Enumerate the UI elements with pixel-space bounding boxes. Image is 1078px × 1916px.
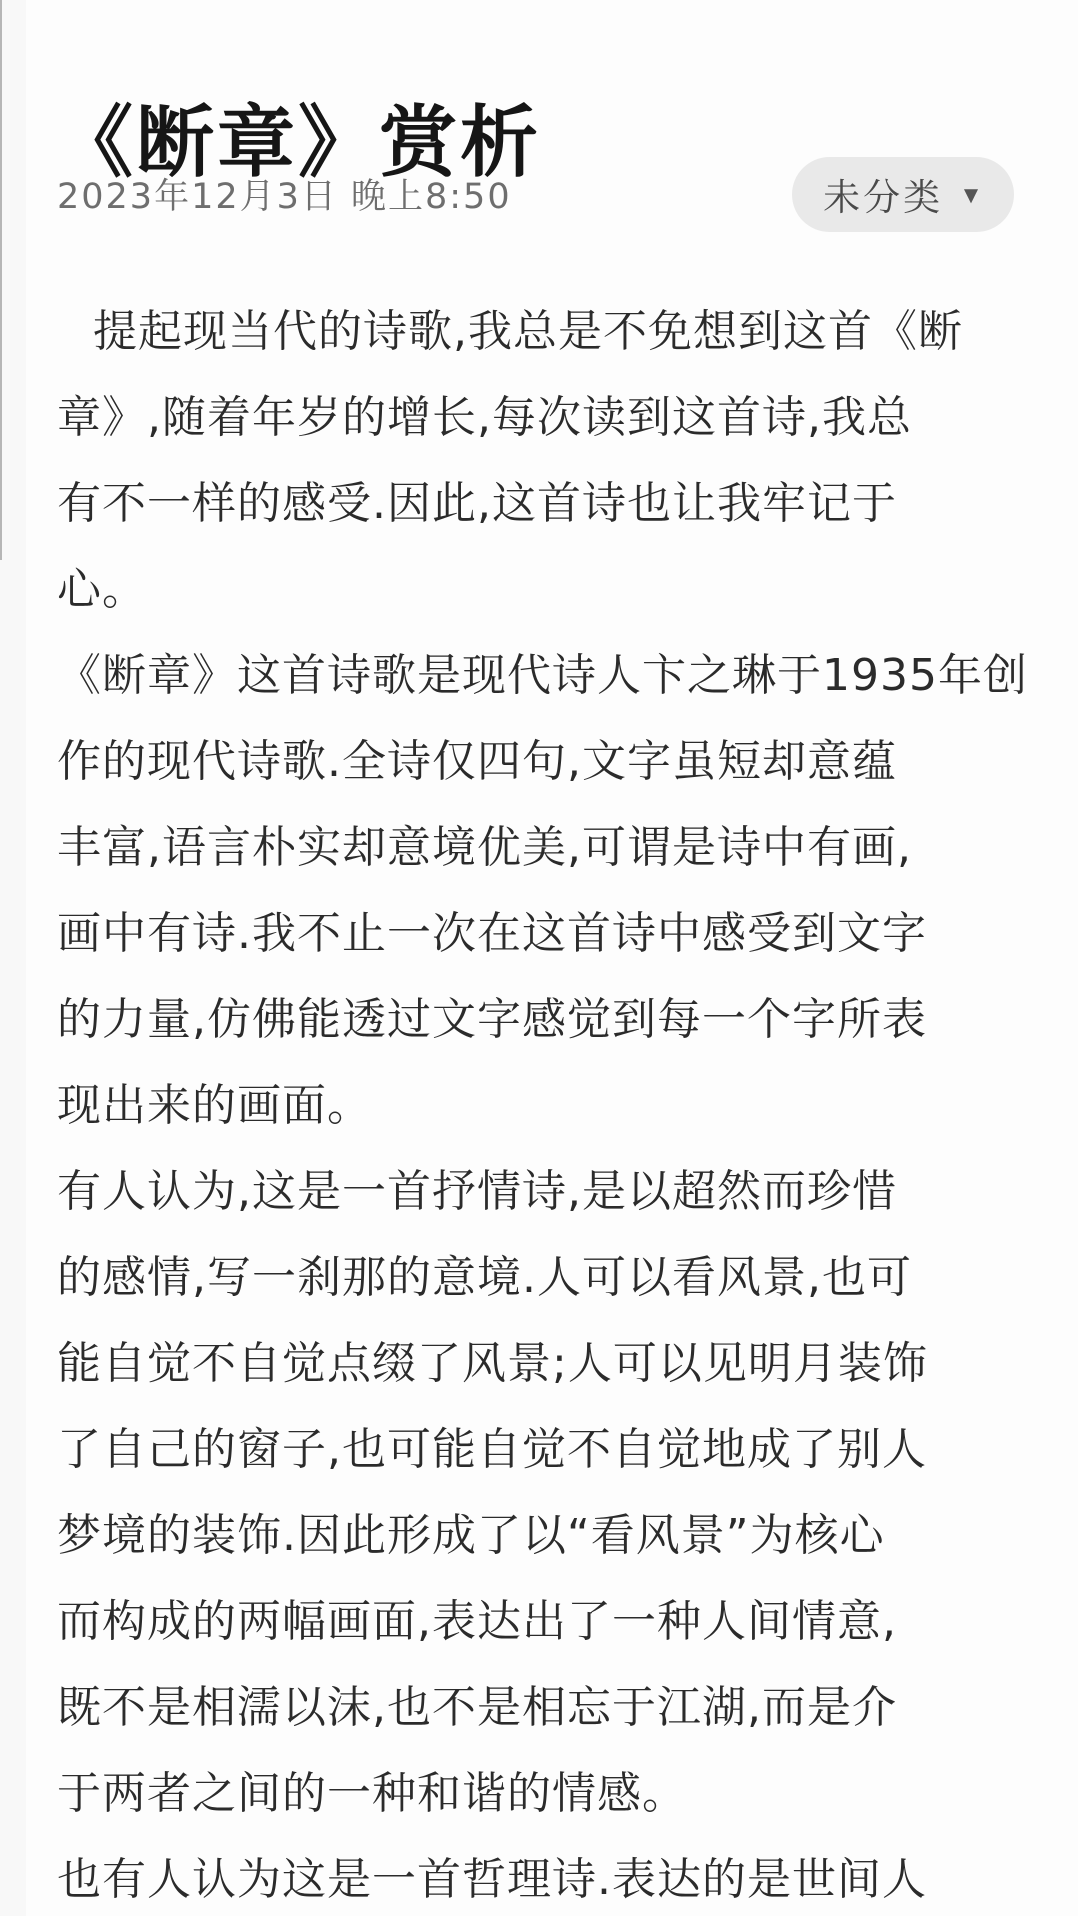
text-line: 也有人认为这是一首哲理诗.表达的是世间人 [57,1854,927,1905]
text-line: 了自己的窗子,也可能自觉不自觉地成了别人 [57,1424,927,1475]
text-line: 有人认为,这是一首抒情诗,是以超然而珍惜 [57,1166,897,1217]
text-line: 章》,随着年岁的增长,每次读到这首诗,我总 [57,392,912,443]
meta-row [57,156,1014,232]
paragraph [57,1149,1037,1837]
text-line: 作的现代诗歌.全诗仅四句,文字虽短却意蕴 [57,736,897,787]
left-edge-artifact [0,0,26,1916]
note-date: 2023年12月3日 晚上8:50 [57,177,512,217]
page-title: 《断章》赏析 [55,98,542,189]
text-line: 而构成的两幅画面,表达出了一种人间情意, [57,1596,897,1647]
text-line: 画中有诗.我不止一次在这首诗中感受到文字 [57,908,927,959]
paragraph [57,289,1037,633]
text-line: 的感情,写一刹那的意境.人可以看风景,也可 [57,1252,912,1303]
text-line: 《断章》这首诗歌是现代诗人卞之琳于1935年创 [57,650,1028,701]
paragraph [57,1837,1037,1916]
text-line: 的力量,仿佛能透过文字感觉到每一个字所表 [57,994,927,1045]
text-line: 梦境的装饰.因此形成了以“看风景”为核心 [57,1510,885,1561]
text-line: 提起现当代的诗歌,我总是不免想到这首《断 [93,306,963,357]
category-dropdown[interactable] [792,157,1014,232]
text-line: 心。 [57,564,147,615]
left-edge-line [0,0,2,560]
paragraph [57,633,1037,1149]
chevron-down-icon: ▼ [959,182,983,209]
category-label: 未分类 [823,177,944,218]
text-line: 能自觉不自觉点缀了风景;人可以见明月装饰 [57,1338,928,1389]
text-line: 有不一样的感受.因此,这首诗也让我牢记于 [57,478,897,529]
text-line: 丰富,语言朴实却意境优美,可谓是诗中有画, [57,822,912,873]
text-line: 既不是相濡以沫,也不是相忘于江湖,而是介 [57,1682,897,1733]
article [57,289,1037,1916]
text-line: 于两者之间的一种和谐的情感。 [57,1768,687,1819]
text-line: 现出来的画面。 [57,1080,372,1131]
